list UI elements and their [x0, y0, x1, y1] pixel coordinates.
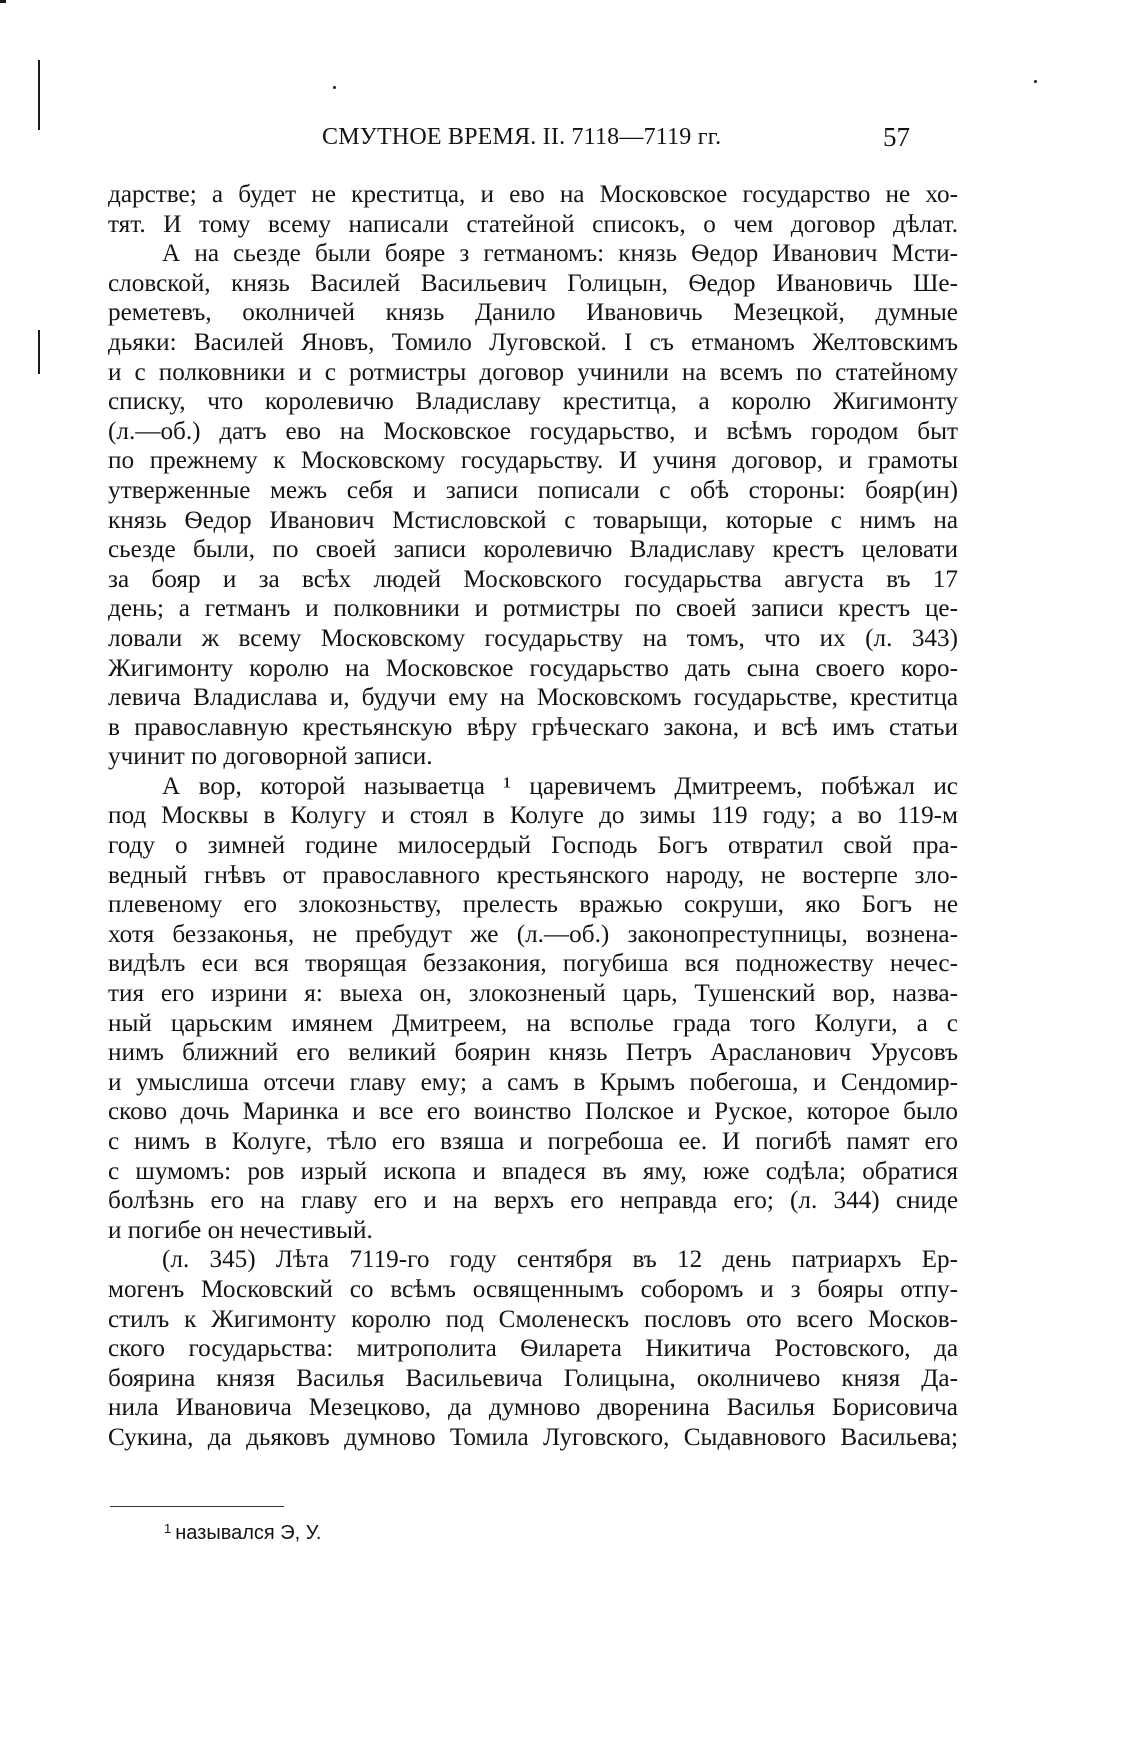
- text-line: дьяки: Василей Яновъ, Томило Луговской. I съ етманомъ Желтовскимъ: [108, 328, 958, 356]
- text-line: и с полковники и с ротмистры договор учинили на всемъ по статейному: [108, 358, 958, 386]
- text-line: (л. 345) Лѣта 7119-го году сентября въ 12 день патриархъ Ер-: [162, 1246, 958, 1274]
- text-line: ведный гнѣвъ от православного крестьянского народу, не востерпе зло-: [108, 861, 958, 889]
- text-line: князь Ѳедор Иванович Мстисловской с товарыщи, которые с нимъ на: [108, 506, 958, 534]
- text-line: боярина князя Василья Васильевича Голицына, околничево князя Да-: [108, 1364, 958, 1392]
- footnote-marker: 1: [164, 1521, 172, 1536]
- text-line: по прежнему к Московскому государьству. И учиня договор, и грамоты: [108, 447, 958, 475]
- text-line: реметевъ, околничей князь Данило Ивановичь Мезецкой, думные: [108, 299, 958, 327]
- text-line: нила Ивановича Мезецково, да думново дворенина Василья Борисовича: [108, 1394, 958, 1422]
- footnote-text: назывался Э, У.: [175, 1522, 322, 1544]
- text-line: списку, что королевичю Владиславу креститца, а королю Жигимонту: [108, 388, 958, 416]
- text-line: за бояр и за всѣх людей Московского государьства августа въ 17: [108, 565, 958, 593]
- text-line: сьезде были, по своей записи королевичю Владиславу крестъ целовати: [108, 536, 958, 564]
- text-line: словской, князь Василей Васильевич Голицын, Ѳедор Ивановичь Ше-: [108, 269, 958, 297]
- text-line: дарстве; а будет не креститца, и ево на Московское государство не хо-: [108, 181, 958, 208]
- text-line: плевеному его злокозньству, прелесть вражью сокруши, яко Богъ не: [108, 891, 958, 919]
- footnote-divider: [110, 1506, 284, 1507]
- text-line: день; а гетманъ и полковники и ротмистры по своей записи крестъ це-: [108, 595, 958, 623]
- text-line: в православную крестьянскую вѣру грѣческаго закона, и всѣ имъ статьи: [108, 713, 958, 741]
- text-line: (л.—об.) датъ ево на Московское государьство, и всѣмъ городом быт: [108, 417, 958, 445]
- text-line: тия его изрини я: выеха он, злокозненый царь, Тушенский вор, назва-: [108, 980, 958, 1008]
- text-line: ловали ж всему Московскому государьству на томъ, что их (л. 343): [108, 624, 958, 652]
- text-line: под Москвы в Колугу и стоял в Колуге до зимы 119 году; а во 119-м: [108, 802, 958, 830]
- body-text: [108, 180, 958, 1453]
- text-line: нимъ ближний его великий боярин князь Петръ Арасланович Урусовъ: [108, 1039, 958, 1067]
- text-line: тят. И тому всему написали статейной списокъ, о чем договор дѣлат.: [108, 210, 958, 238]
- text-line: с шумомъ: ров изрый ископа и впадеся въ яму, юже содѣла; обратися: [108, 1157, 958, 1185]
- text-line: учинит по договорной записи.: [108, 743, 433, 771]
- text-line: Сукина, да дьяковъ думново Томила Луговского, Сыдавнового Васильева;: [108, 1423, 958, 1451]
- text-line: Жигимонту королю на Московское государьство дать сына своего коро-: [108, 654, 958, 682]
- scan-corner-mark: [0, 0, 6, 3]
- text-line: ского государьства: митрополита Ѳиларета Никитича Ростовского, да: [108, 1335, 958, 1363]
- text-line: могенъ Московский со всѣмъ освященнымъ соборомъ и з бояры отпу-: [108, 1275, 958, 1303]
- text-line: году о зимней године милосердый Господь Богъ отвратил свой пра-: [108, 832, 958, 860]
- text-line: хотя беззаконья, не пребудут же (л.—об.) законопреступницы, вознена-: [108, 920, 958, 948]
- running-head: [152, 120, 960, 160]
- text-line: стилъ к Жигимонту королю под Смоленескъ пословъ ото всего Москов-: [108, 1305, 958, 1333]
- text-line: с нимъ в Колуге, тѣло его взяша и погребоша ее. И погибѣ памят его: [108, 1128, 958, 1155]
- text-line: утверженные межъ себя и записи пописали с обѣ стороны: бояр(ин): [108, 476, 958, 504]
- scan-edge-mark: [38, 60, 40, 130]
- text-line: сково дочь Маринка и все его воинство Полское и Руское, которое было: [108, 1098, 958, 1126]
- running-title: СМУТНОЕ ВРЕМЯ. II. 7118—7119 гг.: [322, 124, 722, 150]
- page-number: 57: [883, 122, 910, 152]
- scan-edge-mark: [38, 330, 40, 374]
- text-line: А на сьезде были бояре з гетманомъ: князь Ѳедор Иванович Мсти-: [162, 240, 958, 268]
- text-line: видѣлъ еси вся творящая беззакония, погубиша вся подножеству нечес-: [108, 950, 958, 978]
- text-line: левича Владислава и, будучи ему на Московскомъ государьстве, креститца: [108, 684, 958, 712]
- text-line: ный царьским имянем Дмитреем, на всполье града того Колуги, а с: [108, 1009, 958, 1037]
- text-line: А вор, которой называетца ¹ царевичемъ Дмитреемъ, побѣжал ис: [162, 772, 958, 800]
- text-line: болѣзнь его на главу его и на верхъ его неправда его; (л. 344) сниде: [108, 1187, 958, 1215]
- scan-speck: [333, 86, 336, 89]
- scan-speck: [1034, 80, 1037, 83]
- text-line: и умыслиша отсечи главу ему; а самъ в Крымъ побегоша, и Сендомир-: [108, 1068, 958, 1096]
- footnote: [164, 1521, 321, 1545]
- text-line: и погибе он нечестивый.: [108, 1216, 373, 1244]
